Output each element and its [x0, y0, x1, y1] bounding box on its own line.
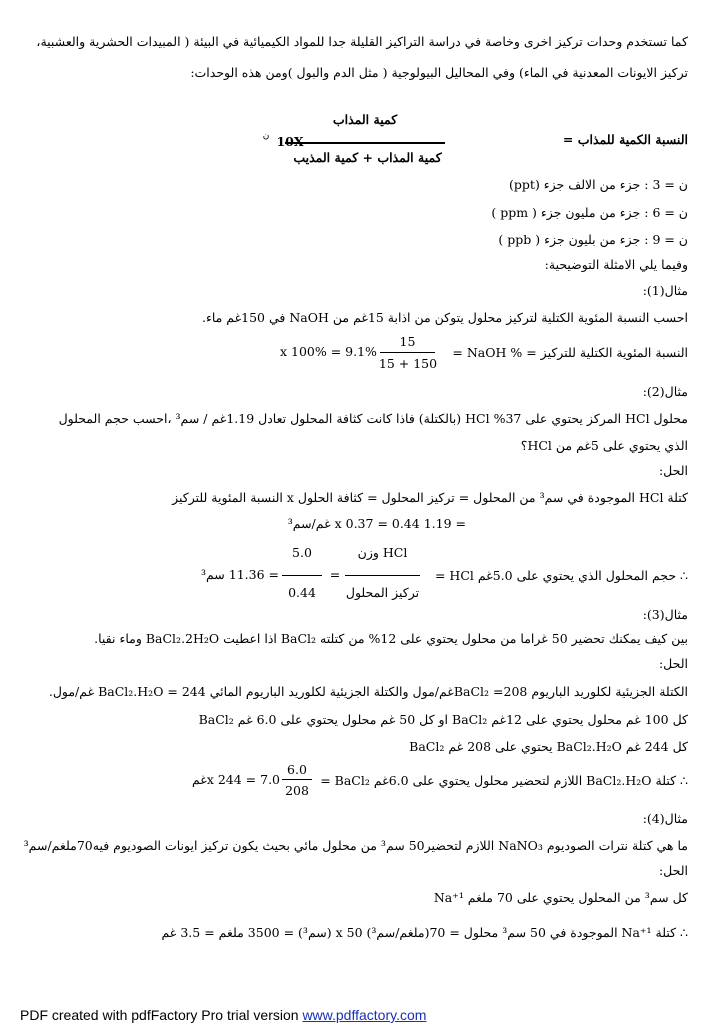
intro-line-2: تركيز الايونات المعدنية في الماء) وفي المحاليل البيولوجية ( مثل الدم والبول )ومن هذه الوحدات: — [190, 65, 688, 80]
example-4-step-2: ∴ كتلة Na⁺¹ الموجودة في 50 سم³ محلول = 70(ملغم/سم³) x 50 (سم³) = 3500 ملغم = 3.5 غم — [161, 925, 688, 940]
unit-ppm: ن = 6 : جزء من مليون جزء ( ppm ) — [491, 205, 688, 220]
intro-line-1: كما تستخدم وحدات تركيز اخرى وخاصة في دراسة التراكيز القليلة جدا للمواد الكيميائية في البيئة ( المبيدات الحشرية والعشبية، — [36, 34, 688, 49]
footer-link[interactable]: www.pdffactory.com — [302, 1007, 427, 1023]
formula-label: النسبة الكمية للمذاب = — [562, 132, 688, 147]
example-1-lhs: النسبة المئوية الكتلية للتركيز = % NaOH = — [452, 345, 688, 360]
example-4-solution-label: الحل: — [658, 863, 688, 878]
example-3-step-4-lhs: ∴ كتلة BaCl₂.H₂O اللازم لتحضير محلول يحتوي على 6.0غم BaCl₂ = — [320, 773, 688, 788]
example-2-step-2: = 1.19 x 0.37 = 0.44 غم/سم³ — [287, 516, 466, 531]
example-1-question: احسب النسبة المئوية الكتلية لتركيز محلول يتوكن من اذابة 15غم من NaOH في 150غم ماء. — [201, 310, 688, 325]
example-2-result: = 11.36 سم³ — [200, 567, 280, 582]
example-1-numerator: 15 — [399, 334, 416, 349]
unit-ppt: ن = 3 : جزء من الالف جزء (ppt) — [509, 177, 688, 192]
formula-denominator: كمية المذاب + كمية المذيب — [293, 150, 442, 165]
example-1-denominator: 15 + 150 — [378, 356, 438, 371]
example-2-fraction-2-denominator: 0.44 — [288, 585, 316, 600]
example-2-fraction-2-bar — [282, 575, 322, 576]
formula-numerator: كمية المذاب — [332, 112, 398, 127]
example-3-question: بين كيف يمكنك تحضير 50 غراما من محلول يحتوي على 12% من كتلته BaCl₂ اذا اعطيت BaCl₂.2H₂O وماء نقيا. — [94, 631, 688, 646]
example-3-step-1: الكتلة الجزيئية لكلوريد الباريوم BaCl₂ =208غم/مول والكتلة الجزيئية لكلوريد الباريوم المائي BaCl₂.H₂O = 244 غم/مول. — [48, 684, 688, 699]
example-1-result: x 100% = 9.1% — [280, 344, 377, 359]
example-2-equals: = — [329, 567, 341, 582]
example-4-question: ما هي كتلة نترات الصوديوم NaNO₃ اللازم لتحضير50 سم³ من محلول مائي بحيث يكون تركيز ايونات الصوديوم فيه70ملغم/سم³ — [23, 838, 688, 853]
example-2-step-1: كتلة HCl الموجودة في سم³ من المحلول = تركيز المحلول = كثافة الحلول x النسبة المئوية للتركيز — [172, 490, 688, 505]
example-2-question-line-2: الذي يحتوي على 5غم من HCl؟ — [520, 438, 688, 453]
example-3-denominator: 208 — [285, 783, 309, 798]
example-2-step-3-lhs: ∴ حجم المحلول الذي يحتوي على 5.0غم HCl = — [434, 568, 688, 583]
examples-intro: وفيما يلي الامثلة التوضيحية: — [544, 257, 688, 272]
example-2-fraction-2-numerator: 5.0 — [292, 545, 312, 560]
example-1-title: مثال(1): — [642, 283, 688, 298]
example-2-title: مثال(2): — [642, 384, 688, 399]
example-3-fraction-bar — [282, 779, 312, 780]
example-3-title: مثال(3): — [642, 607, 688, 622]
example-2-fraction-1-bar — [345, 575, 420, 576]
example-4-step-1: كل سم³ من المحلول يحتوي على 70 ملغم Na⁺¹ — [433, 890, 688, 905]
example-4-title: مثال(4): — [642, 811, 688, 826]
formula-exponent: ن — [262, 131, 270, 141]
example-3-numerator: 6.0 — [287, 762, 307, 777]
example-1-fraction-bar — [380, 352, 435, 353]
example-2-question-line-1: محلول HCl المركز يحتوي على 37% HCl (بالكتلة) فاذا كانت كثافة المحلول تعادل 1.19غم / سم³ ،احسب حجم المحلول — [58, 411, 688, 426]
pdf-footer — [20, 1007, 426, 1023]
example-3-step-3: كل 244 غم BaCl₂.H₂O يحتوي على 208 غم BaCl₂ — [409, 739, 688, 754]
example-2-fraction-1-numerator: وزن HCl — [357, 545, 408, 560]
example-2-solution-label: الحل: — [658, 463, 688, 478]
unit-ppb: ن = 9 : جزء من بليون جزء ( ppb ) — [498, 232, 688, 247]
formula-multiplier: 10X — [276, 134, 304, 149]
example-3-solution-label: الحل: — [658, 656, 688, 671]
footer-text: PDF created with pdfFactory Pro trial version — [20, 1007, 299, 1023]
example-3-result: x 244 = 7.0غم — [191, 772, 280, 787]
example-2-fraction-1-denominator: تركيز المحلول — [345, 585, 420, 600]
example-3-step-2: كل 100 غم محلول يحتوي على 12غم BaCl₂ او كل 50 غم محلول يحتوي على 6.0 غم BaCl₂ — [198, 712, 688, 727]
